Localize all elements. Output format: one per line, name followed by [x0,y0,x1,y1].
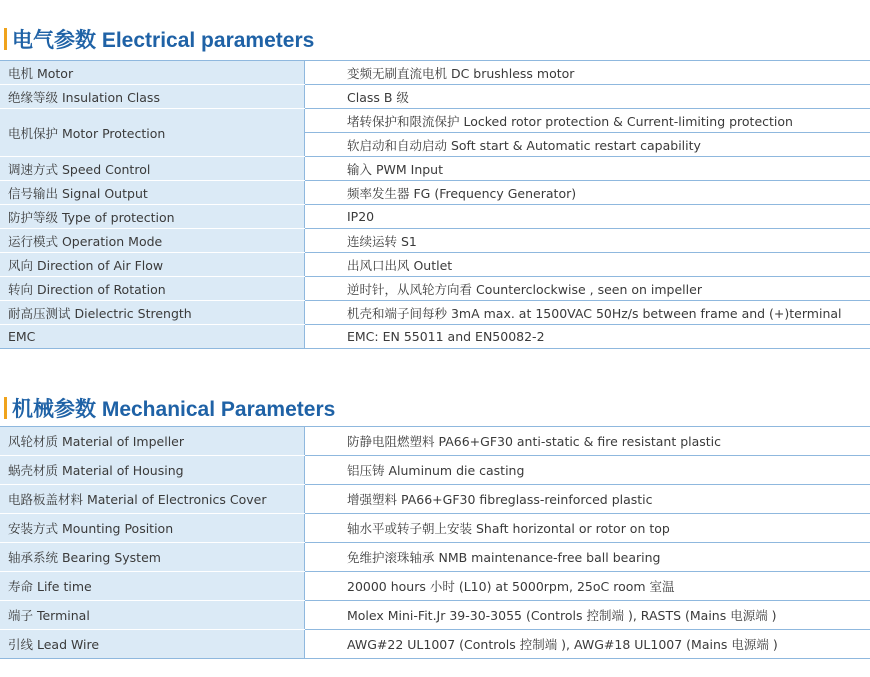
param-label: 电路板盖材料 Material of Electronics Cover [0,485,305,514]
param-label: 风向 Direction of Air Flow [0,253,305,277]
table-row [0,157,870,181]
table-row [0,325,870,349]
param-value: 堵转保护和限流保护 Locked rotor protection & Current-limiting protection [305,109,870,133]
table-row [0,205,870,229]
param-label: 引线 Lead Wire [0,630,305,659]
table-row [0,301,870,325]
electrical-title-text: 电气参数 Electrical parameters [12,29,315,52]
mechanical-table [0,426,870,659]
param-label: 运行模式 Operation Mode [0,229,305,253]
table-row [0,601,870,630]
param-label: 电机保护 Motor Protection [0,109,305,157]
param-value: IP20 [305,205,870,229]
param-value: 轴水平或转子朝上安装 Shaft horizontal or rotor on top [305,514,870,543]
param-label: 电机 Motor [0,61,305,85]
param-label: 信号输出 Signal Output [0,181,305,205]
table-row [0,85,870,109]
param-label: 绝缘等级 Insulation Class [0,85,305,109]
param-label: 轴承系统 Bearing System [0,543,305,572]
table-row [0,277,870,301]
param-value: 连续运转 S1 [305,229,870,253]
param-label: 调速方式 Speed Control [0,157,305,181]
param-value: 机壳和端子间每秒 3mA max. at 1500VAC 50Hz/s between frame and (+)terminal [305,301,870,325]
title-accent-bar [4,397,7,419]
table-row [0,181,870,205]
param-label: EMC [0,325,305,349]
param-label: 转向 Direction of Rotation [0,277,305,301]
param-value: 20000 hours 小时 (L10) at 5000rpm, 25oC room 室温 [305,572,870,601]
param-label: 端子 Terminal [0,601,305,630]
param-label: 耐高压测试 Dielectric Strength [0,301,305,325]
electrical-table [0,60,870,349]
param-value: AWG#22 UL1007 (Controls 控制端 ), AWG#18 UL1007 (Mains 电源端 ) [305,630,870,659]
table-row [0,543,870,572]
param-value: 铝压铸 Aluminum die casting [305,456,870,485]
title-accent-bar [4,28,7,50]
table-row [0,630,870,659]
param-value: 变频无刷直流电机 DC brushless motor [305,61,870,85]
param-label: 蜗壳材质 Material of Housing [0,456,305,485]
param-value: Molex Mini-Fit.Jr 39-30-3055 (Controls 控制端 ), RASTS (Mains 电源端 ) [305,601,870,630]
table-row [0,572,870,601]
param-label: 寿命 Life time [0,572,305,601]
param-value: 软启动和自动启动 Soft start & Automatic restart capability [305,133,870,157]
param-label: 安装方式 Mounting Position [0,514,305,543]
param-value: 防静电阻燃塑料 PA66+GF30 anti-static & fire resistant plastic [305,427,870,456]
mechanical-title-text: 机械参数 Mechanical Parameters [12,398,336,421]
table-row [0,109,870,133]
table-row [0,427,870,456]
table-row [0,485,870,514]
param-label: 防护等级 Type of protection [0,205,305,229]
param-value: 增强塑料 PA66+GF30 fibreglass-reinforced plastic [305,485,870,514]
param-value: Class B 级 [305,85,870,109]
param-value: EMC: EN 55011 and EN50082-2 [305,325,870,349]
param-value: 频率发生器 FG (Frequency Generator) [305,181,870,205]
table-row [0,456,870,485]
param-value: 逆时针，从风轮方向看 Counterclockwise , seen on impeller [305,277,870,301]
param-value: 免维护滚珠轴承 NMB maintenance-free ball bearing [305,543,870,572]
table-row [0,61,870,85]
table-row [0,253,870,277]
param-label: 风轮材质 Material of Impeller [0,427,305,456]
table-row [0,229,870,253]
param-value: 输入 PWM Input [305,157,870,181]
table-row [0,514,870,543]
param-value: 出风口出风 Outlet [305,253,870,277]
mechanical-title [4,395,335,421]
electrical-title [4,26,314,52]
